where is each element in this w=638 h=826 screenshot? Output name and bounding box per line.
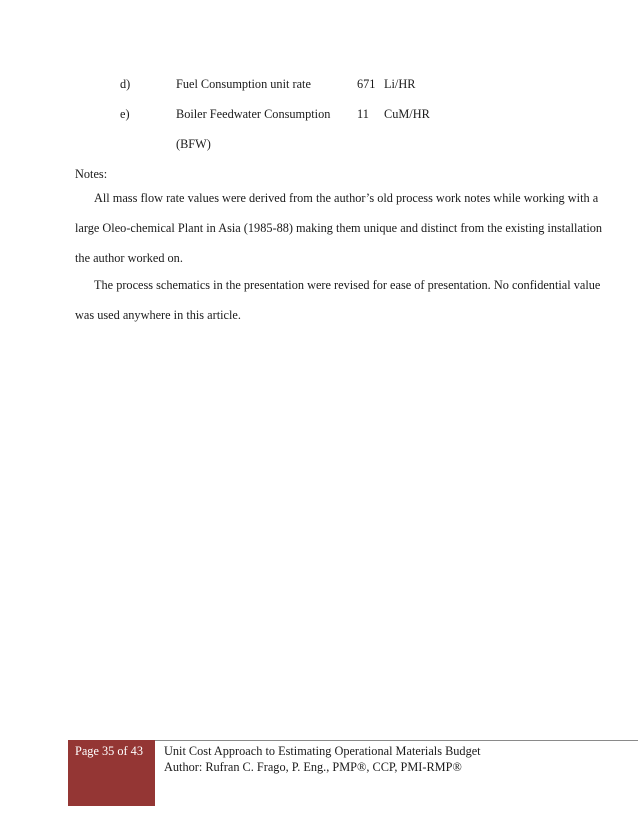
footer-title: Unit Cost Approach to Estimating Operational Materials Budget <box>164 744 481 758</box>
row-e-item: Boiler Feedwater Consumption <box>176 107 331 121</box>
notes-paragraph-2 <box>75 270 615 330</box>
row-d-item: Fuel Consumption unit rate <box>176 77 311 91</box>
row-e-unit: CuM/HR <box>384 107 430 121</box>
row-e-letter: e) <box>120 107 130 121</box>
row-d-value: 671 <box>357 77 376 91</box>
notes-paragraph-1-text: All mass flow rate values were derived from the author’s old process work notes while working with a large Oleo-chemical Plant in Asia (1985-88) making them unique and distinct from the existing installation the author worked on. <box>75 191 603 265</box>
notes-heading: Notes: <box>75 167 108 181</box>
page-number-box <box>68 740 155 806</box>
row-d-unit: Li/HR <box>384 77 416 91</box>
notes-paragraph-1 <box>75 183 615 273</box>
footer-author: Author: Rufran C. Frago, P. Eng., PMP®, CCP, PMI-RMP® <box>164 760 462 774</box>
page-number-label: Page 35 of 43 <box>75 744 143 758</box>
row-d-letter: d) <box>120 77 131 91</box>
row-e-item-continuation: (BFW) <box>176 137 211 151</box>
row-e-value: 11 <box>357 107 369 121</box>
notes-paragraph-2-text: The process schematics in the presentation were revised for ease of presentation. No confidential value was used anywhere in this article. <box>75 278 601 322</box>
footer-text <box>164 743 481 775</box>
